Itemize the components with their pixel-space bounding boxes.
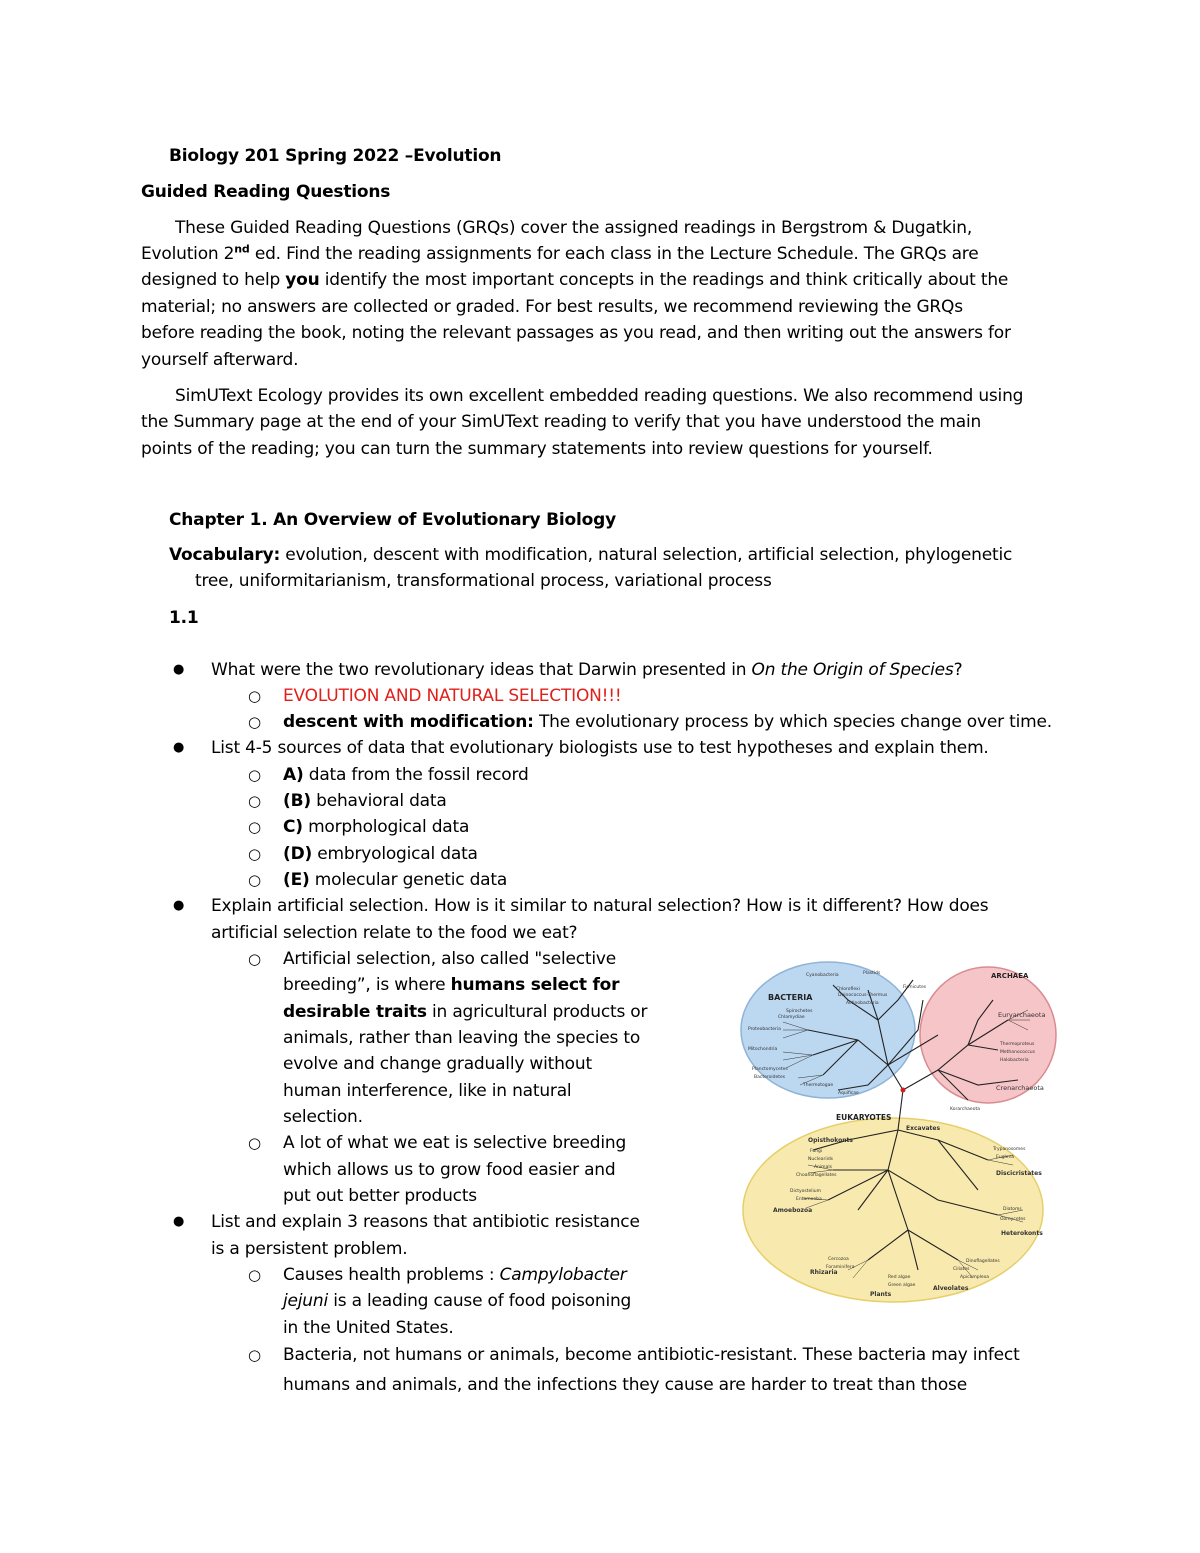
taxon-label: Euryarchaeota: [998, 1011, 1046, 1019]
taxon-label: Methanococcus: [1000, 1050, 1036, 1055]
taxon-label: Aquificae: [838, 1091, 859, 1096]
answer-text: molecular genetic data: [309, 870, 508, 890]
question-line: Explain artificial selection. How is it similar to natural selection? How is it different? How does: [211, 896, 989, 916]
hollow-bullet-icon: ○: [248, 871, 262, 889]
answer-line: [283, 791, 447, 811]
hollow-bullet-icon: ○: [248, 1266, 262, 1284]
group-label: Excavates: [906, 1125, 941, 1132]
answer-text: The evolutionary process by which species change over time.: [533, 712, 1052, 732]
hollow-bullet-icon: ○: [248, 818, 262, 836]
answer-text: Causes health problems :: [283, 1265, 500, 1285]
bullet-icon: ●: [173, 898, 185, 913]
question-text: ?: [953, 660, 963, 680]
taxon-label: Oomycetes: [1000, 1217, 1026, 1222]
intro-text: designed to help: [141, 270, 286, 290]
question-line: [211, 660, 962, 680]
vocabulary-line: tree, uniformitarianism, transformational process, variational process: [195, 571, 772, 591]
answer-line: A lot of what we eat is selective breeding: [283, 1133, 627, 1153]
vocabulary-label: Vocabulary:: [169, 545, 281, 565]
answer-text: is a leading cause of food poisoning: [327, 1291, 632, 1311]
emphasis-text: humans select for: [450, 975, 620, 995]
taxon-label: Fungi: [810, 1149, 823, 1154]
answer-line: [283, 712, 1052, 732]
item-label: C): [283, 817, 303, 837]
item-label: A): [283, 765, 304, 785]
taxon-label: Dictyostelium: [790, 1189, 821, 1194]
taxon-label: Deinococcus-Thermus: [838, 993, 888, 998]
question-text: What were the two revolutionary ideas that Darwin presented in: [211, 660, 752, 680]
bullet-icon: ●: [173, 1214, 185, 1229]
answer-line: [283, 844, 478, 864]
question-line: List 4-5 sources of data that evolutionary biologists use to test hypotheses and explain them.: [211, 738, 989, 758]
emphasis-text: you: [285, 270, 320, 290]
domain-label-bacteria: BACTERIA: [768, 993, 813, 1002]
answer-line: [283, 975, 619, 995]
hollow-bullet-icon: ○: [248, 950, 262, 968]
answer-line: human interference, like in natural: [283, 1081, 572, 1101]
taxon-label: Dinoflagellates: [966, 1259, 1000, 1264]
taxon-label: Entamoeba: [796, 1197, 822, 1202]
intro-line: points of the reading; you can turn the summary statements into review questions for yourself.: [141, 439, 933, 459]
species-name: Campylobacter: [499, 1265, 627, 1285]
hollow-bullet-icon: ○: [248, 766, 262, 784]
answer-text: morphological data: [302, 817, 470, 837]
domain-label-eukaryotes: EUKARYOTES: [836, 1113, 892, 1122]
taxon-label: Diatoms: [1003, 1207, 1022, 1212]
answer-line: [283, 1291, 631, 1311]
document-title: Biology 201 Spring 2022 –Evolution: [169, 146, 502, 166]
section-number: 1.1: [169, 608, 199, 628]
taxon-label: Firmicutes: [903, 985, 927, 990]
group-label: Alveolates: [933, 1285, 969, 1292]
answer-line: [283, 1265, 627, 1285]
answer-line: in the United States.: [283, 1318, 454, 1338]
taxon-label: Nucleariids: [808, 1157, 834, 1162]
taxon-label: Thermoproteus: [1000, 1042, 1035, 1047]
answer-text: data from the fossil record: [303, 765, 529, 785]
answer-line: put out better products: [283, 1186, 477, 1206]
taxon-label: Chloroflexi: [836, 987, 860, 992]
taxon-label: Red algae: [888, 1275, 911, 1280]
hollow-bullet-icon: ○: [248, 792, 262, 810]
answer-line: [283, 817, 469, 837]
chapter-heading: Chapter 1. An Overview of Evolutionary Biology: [169, 510, 616, 530]
intro-text: identify the most important concepts in the readings and think critically about the: [319, 270, 1009, 290]
item-label: (B): [283, 791, 311, 811]
tree-root-marker: [901, 1088, 906, 1093]
group-label: Opisthokonts: [808, 1137, 853, 1144]
answer-line: humans and animals, and the infections they cause are harder to treat than those: [283, 1375, 967, 1395]
hollow-bullet-icon: ○: [248, 845, 262, 863]
emphasis-text: desirable traits: [283, 1002, 427, 1022]
taxon-label: Foraminifera: [826, 1265, 855, 1270]
question-line: List and explain 3 reasons that antibiotic resistance: [211, 1212, 640, 1232]
bullet-icon: ●: [173, 740, 185, 755]
taxon-label: Halobacteria: [1000, 1058, 1029, 1063]
species-name: jejuni: [283, 1291, 328, 1311]
intro-line: the Summary page at the end of your SimUText reading to verify that you have understood the main: [141, 412, 982, 432]
taxon-label: Chlamydiae: [778, 1015, 805, 1020]
intro-line: yourself afterward.: [141, 350, 299, 370]
answer-line: Artificial selection, also called "selective: [283, 949, 616, 969]
intro-line: SimUText Ecology provides its own excellent embedded reading questions. We also recommend using: [175, 386, 1024, 406]
document-subtitle: Guided Reading Questions: [141, 182, 391, 202]
answer-line: Bacteria, not humans or animals, become antibiotic-resistant. These bacteria may infect: [283, 1345, 1020, 1365]
taxon-label: Cercozoa: [828, 1257, 849, 1262]
vocabulary-line: [169, 545, 1012, 565]
taxon-label: Proteobacteria: [748, 1027, 781, 1032]
taxon-label: Crenarchaeota: [996, 1084, 1044, 1092]
answer-line: evolve and change gradually without: [283, 1054, 592, 1074]
hollow-bullet-icon: ○: [248, 1134, 262, 1152]
intro-line: These Guided Reading Questions (GRQs) cover the assigned readings in Bergstrom & Dugatkin,: [175, 218, 973, 238]
taxon-label: Actinobacteria: [846, 1001, 879, 1006]
term-label: descent with modification:: [283, 712, 534, 732]
intro-line: [141, 244, 978, 264]
item-label: (E): [283, 870, 310, 890]
item-label: (D): [283, 844, 313, 864]
intro-line: [141, 270, 1008, 290]
taxon-label: Plastids: [863, 971, 881, 976]
phylogenetic-tree-figure: [738, 960, 1058, 1306]
bullet-icon: ●: [173, 662, 185, 677]
taxon-label: Trypanosomes: [993, 1147, 1026, 1152]
taxon-label: Euglena: [996, 1155, 1015, 1160]
question-line: artificial selection relate to the food we eat?: [211, 923, 578, 943]
vocabulary-text: evolution, descent with modification, natural selection, artificial selection, phylogenetic: [280, 545, 1013, 565]
group-label: Amoebozoa: [773, 1207, 813, 1214]
hollow-bullet-icon: ○: [248, 713, 262, 731]
superscript: nd: [234, 242, 250, 256]
intro-line: before reading the book, noting the relevant passages as you read, and then writing out the answers for: [141, 323, 1011, 343]
group-label: Discicristates: [996, 1170, 1042, 1177]
answer-line: which allows us to grow food easier and: [283, 1160, 616, 1180]
question-line: is a persistent problem.: [211, 1239, 408, 1259]
answer-text: embryological data: [312, 844, 478, 864]
hollow-bullet-icon: ○: [248, 687, 262, 705]
answer-line: [283, 1002, 647, 1022]
hollow-bullet-icon: ○: [248, 1346, 262, 1364]
book-title: On the Origin of Species: [751, 660, 954, 680]
intro-text: ed. Find the reading assignments for each class in the Lecture Schedule. The GRQs are: [249, 244, 979, 264]
intro-line: material; no answers are collected or graded. For best results, we recommend reviewing the GRQs: [141, 297, 963, 317]
taxon-label: Mitochondria: [748, 1047, 778, 1052]
taxon-label: Thermotogae: [803, 1083, 834, 1088]
answer-highlight: EVOLUTION AND NATURAL SELECTION!!!: [283, 686, 622, 706]
answer-text: breeding”, is where: [283, 975, 451, 995]
taxon-label: Cyanobacteria: [806, 973, 839, 978]
taxon-label: Planctomycetes: [752, 1067, 788, 1072]
taxon-label: Bacteroidetes: [754, 1075, 786, 1080]
group-label: Plants: [870, 1291, 892, 1298]
answer-line: [283, 870, 507, 890]
taxon-label: Korarchaeota: [950, 1107, 980, 1112]
group-label: Heterokonts: [1001, 1230, 1043, 1237]
group-label: Rhizaria: [810, 1269, 838, 1276]
archaea-bubble: [920, 967, 1056, 1103]
taxon-label: Green algae: [888, 1283, 916, 1288]
answer-line: selection.: [283, 1107, 363, 1127]
answer-line: animals, rather than leaving the species to: [283, 1028, 641, 1048]
taxon-label: Apicomplexa: [960, 1275, 990, 1280]
taxon-label: Animals: [814, 1165, 832, 1170]
domain-label-archaea: ARCHAEA: [991, 972, 1029, 980]
intro-text: Evolution 2: [141, 244, 235, 264]
taxon-label: Ciliates: [953, 1267, 970, 1272]
answer-text: behavioral data: [310, 791, 447, 811]
taxon-label: Spirochetes: [786, 1009, 813, 1014]
answer-line: [283, 765, 529, 785]
answer-text: in agricultural products or: [426, 1002, 648, 1022]
taxon-label: Choanoflagellates: [796, 1173, 837, 1178]
